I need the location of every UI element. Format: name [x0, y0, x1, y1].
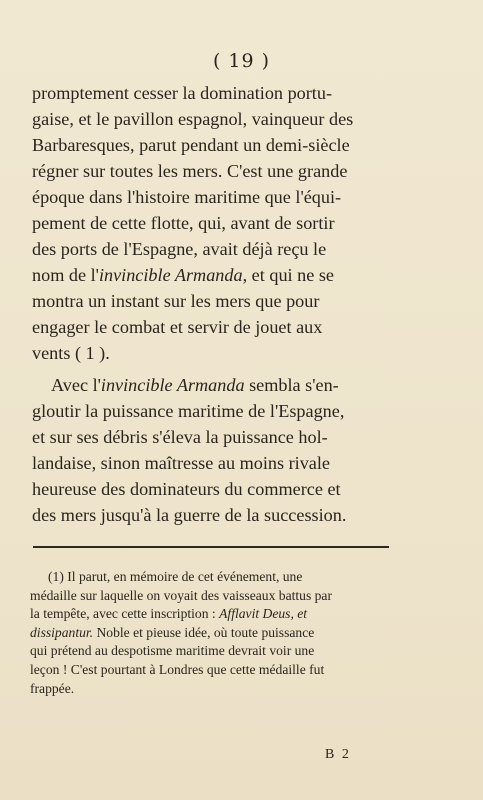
text-line: des ports de l'Espagne, avait déjà reçu le — [32, 239, 327, 259]
italic-title: invincible Armanda — [100, 375, 245, 395]
page-number: ( 19 ) — [212, 50, 271, 72]
italic-inscription: dissipantur. — [30, 624, 94, 640]
footnote-line — [30, 624, 392, 643]
footnote-divider — [33, 546, 389, 548]
footnote-line: (1) Il parut, en mémoire de cet événement, une — [48, 569, 303, 584]
text-line: Barbaresques, parut pendant un demi-siècle — [32, 135, 350, 155]
paragraph-2 — [32, 372, 394, 528]
text-line: pement de cette flotte, qui, avant de sortir — [32, 213, 335, 233]
text-segment: la tempête, avec cette inscription : — [30, 606, 220, 622]
text-segment: sembla s'en- — [244, 375, 339, 395]
text-line: montra un instant sur les mers que pour — [32, 291, 320, 311]
text-line: engager le combat et servir de jouet aux — [32, 317, 323, 337]
text-line: des mers jusqu'à la guerre de la succession. — [32, 505, 347, 525]
text-line: époque dans l'histoire maritime que l'équi- — [32, 187, 342, 207]
footnote — [30, 568, 392, 698]
main-text — [32, 80, 394, 528]
text-segment: nom de l' — [32, 265, 99, 285]
footnote-line: frappée. — [30, 680, 75, 696]
text-line — [32, 372, 394, 398]
text-line: régner sur toutes les mers. C'est une grande — [32, 161, 348, 181]
text-line: promptement cesser la domination portu- — [32, 83, 333, 103]
italic-inscription: Afflavit Deus, et — [219, 606, 308, 622]
footnote-line: qui prétend au despotisme maritime devrait voir une — [30, 643, 315, 659]
text-line: gloutir la puissance maritime de l'Espagne, — [32, 401, 345, 421]
text-line: heureuse des dominateurs du commerce et — [32, 479, 341, 499]
printer-signature: B 2 — [325, 747, 351, 762]
text-line — [32, 262, 394, 288]
italic-title: invincible Armanda — [98, 265, 243, 285]
text-line: gaise, et le pavillon espagnol, vainqueur des — [32, 109, 354, 129]
footnote-line: leçon ! C'est pourtant à Londres que cette médaille fut — [30, 661, 325, 677]
text-segment: Avec l' — [51, 375, 101, 395]
text-line: vents ( 1 ). — [32, 343, 110, 363]
footnote-line: médaille sur laquelle on voyait des vaisseaux battus par — [30, 587, 332, 603]
text-line: et sur ses débris s'éleva la puissance hol- — [32, 427, 328, 447]
footnote-line — [30, 605, 392, 624]
text-segment: Noble et pieuse idée, où toute puissance — [93, 624, 315, 640]
text-line: landaise, sinon maîtresse au moins rivale — [32, 453, 330, 473]
text-segment: , et qui ne se — [242, 265, 334, 285]
